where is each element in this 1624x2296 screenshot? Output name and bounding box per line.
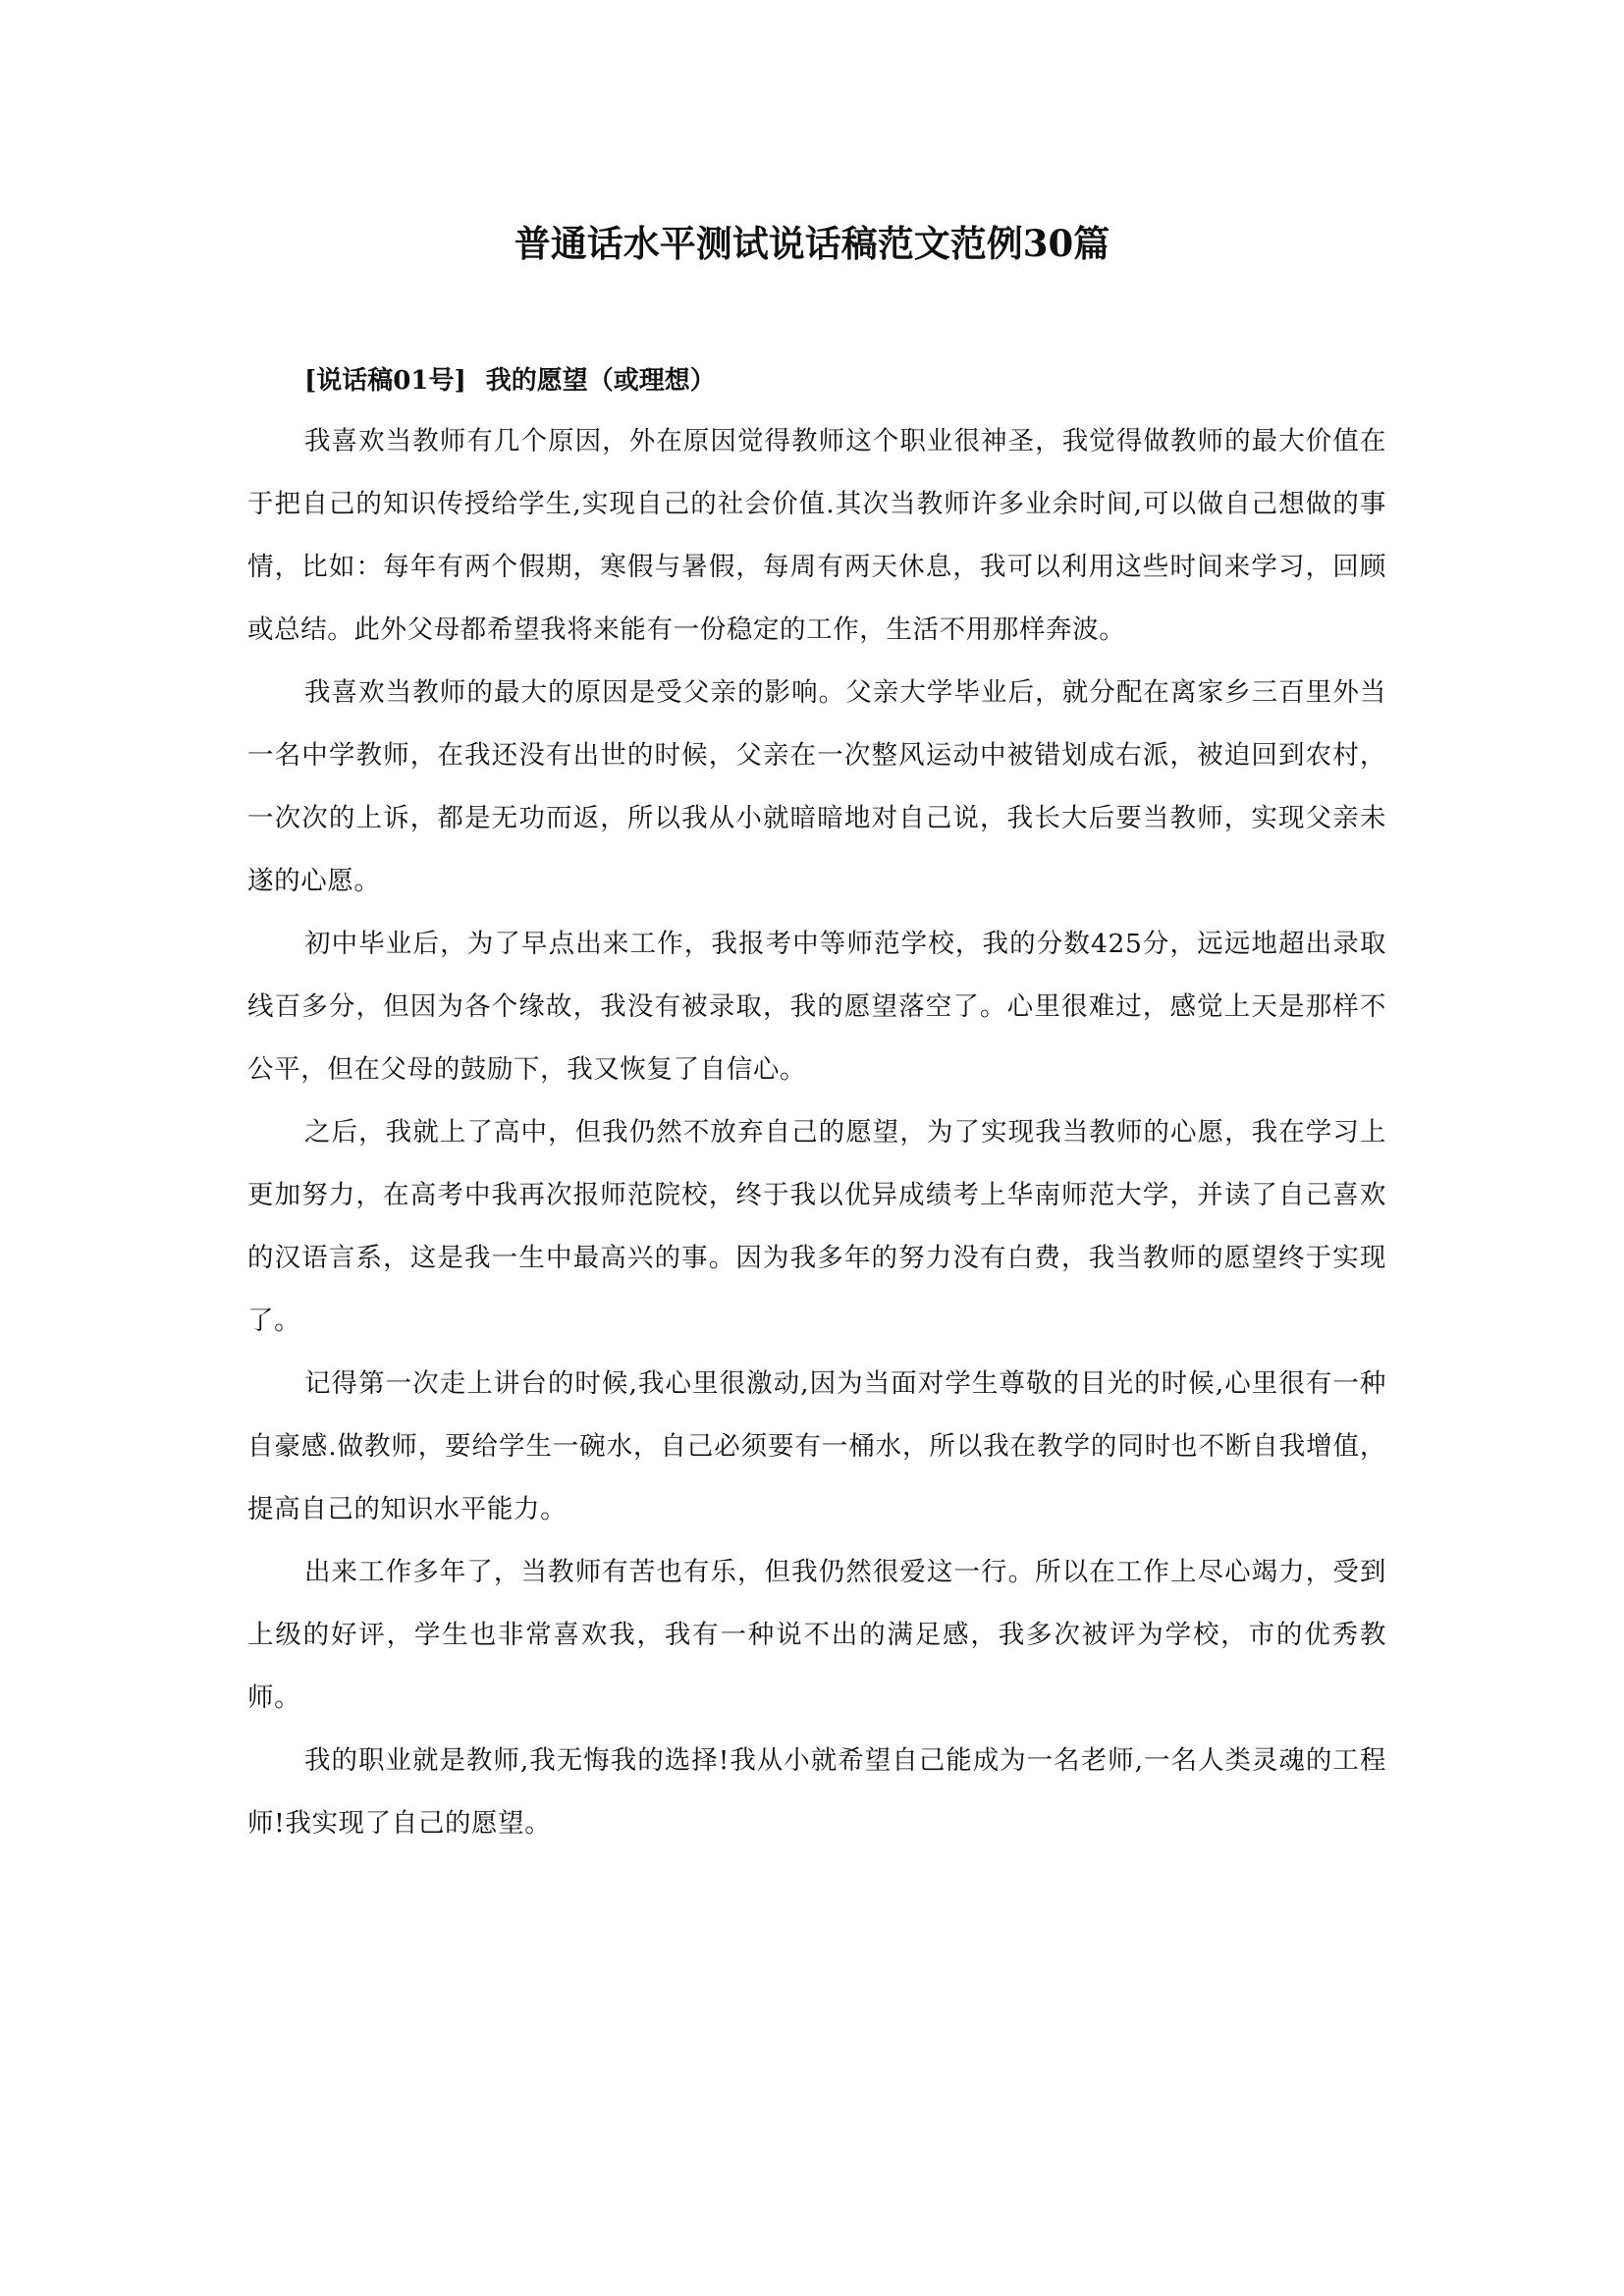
- section-title: 我的愿望（或理想）: [485, 366, 716, 396]
- paragraph: 出来工作多年了，当教师有苦也有乐，但我仍然很爱这一行。所以在工作上尽心竭力，受到上级的好评，学生也非常喜欢我，我有一种说不出的满足感，我多次被评为学校，市的优秀教师。: [247, 1557, 1386, 1713]
- paragraph: 我喜欢当教师的最大的原因是受父亲的影响。父亲大学毕业后，就分配在离家乡三百里外当一名中学教师，在我还没有出世的时候，父亲在一次整风运动中被错划成右派，被迫回到农村，一次次的上诉，都是无功而返，所以我从小就暗暗地对自己说，我长大后要当教师，实现父亲未遂的心愿。: [247, 677, 1386, 896]
- paragraph: 我喜欢当教师有几个原因，外在原因觉得教师这个职业很神圣，我觉得做教师的最大价值在于把自己的知识传授给学生,实现自己的社会价值.其次当教师许多业余时间,可以做自己想做的事情，比如：每年有两个假期，寒假与暑假，每周有两天休息，我可以利用这些时间来学习，回顾或总结。此外父母都希望我将来能有一份稳定的工作，生活不用那样奔波。: [247, 426, 1386, 645]
- paragraph: 之后，我就上了高中，但我仍然不放弃自己的愿望，为了实现我当教师的心愿，我在学习上更加努力，在高考中我再次报师范院校，终于我以优异成绩考上华南师范大学，并读了自己喜欢的汉语言系，这是我一生中最高兴的事。因为我多年的努力没有白费，我当教师的愿望终于实现了。: [247, 1117, 1386, 1336]
- paragraph: 记得第一次走上讲台的时候,我心里很激动,因为当面对学生尊敬的目光的时候,心里很有一种自豪感.做教师，要给学生一碗水，自己必须要有一桶水，所以我在教学的同时也不断自我增值，提高自己的知识水平能力。: [247, 1368, 1386, 1524]
- document-body: [247, 351, 1386, 1855]
- paragraph: 初中毕业后，为了早点出来工作，我报考中等师范学校，我的分数425分，远远地超出录取线百多分，但因为各个缘故，我没有被录取，我的愿望落空了。心里很难过，感觉上天是那样不公平，但在父母的鼓励下，我又恢复了自信心。: [247, 929, 1386, 1085]
- section-heading: [304, 351, 1386, 410]
- document-title: 普通话水平测试说话稿范文范例30篇: [514, 222, 1110, 265]
- paragraph: 我的职业就是教师,我无悔我的选择!我从小就希望自己能成为一名老师,一名人类灵魂的工程师!我实现了自己的愿望。: [247, 1745, 1386, 1839]
- section-number: [说话稿01号]: [304, 366, 466, 396]
